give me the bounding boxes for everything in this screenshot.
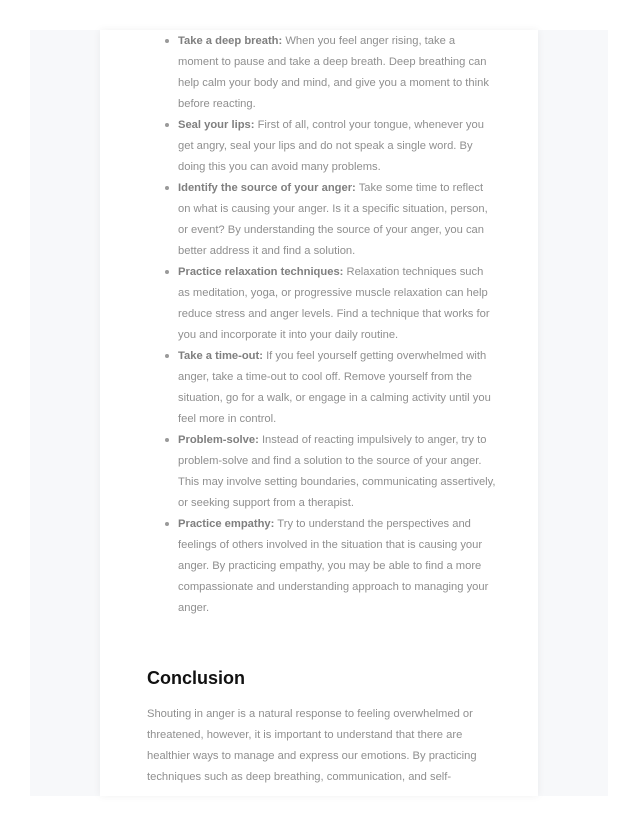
bullet-icon (165, 39, 169, 43)
tip-title: Identify the source of your anger: (178, 182, 356, 194)
tip-text: First of all, control your tongue, whenever you get angry, seal your lips and do not speak a single word. By doing this you can avoid many problems. (178, 119, 484, 173)
bullet-icon (165, 123, 169, 127)
bullet-icon (165, 354, 169, 358)
bullet-icon (165, 270, 169, 274)
bullet-icon (165, 438, 169, 442)
tip-text: When you feel anger rising, take a moment to pause and take a deep breath. Deep breathing can help calm your body and mind, and give you a moment to think before reacting. (178, 35, 489, 110)
list-item (147, 346, 497, 430)
list-item (147, 115, 497, 178)
list-item (147, 514, 497, 619)
conclusion-paragraph: Shouting in anger is a natural response to feeling overwhelmed or threatened, however, it is important to understand that there are healthier ways to manage and express our emotions. By practicing techniques such as deep breathing, communication, and self- (147, 708, 477, 783)
tip-text: Take some time to reflect on what is causing your anger. Is it a specific situation, person, or event? By understanding the source of your anger, you can better address it and find a solution. (178, 182, 488, 257)
document-page (100, 30, 538, 796)
tip-title: Practice empathy: (178, 518, 275, 530)
conclusion-heading: Conclusion (147, 668, 245, 688)
tip-text: Instead of reacting impulsively to anger, try to problem-solve and find a solution to the source of your anger. This may involve setting boundaries, communicating assertively, or seeking support from a therapist. (178, 434, 496, 509)
tip-text: Try to understand the perspectives and feelings of others involved in the situation that is causing your anger. By practicing empathy, you may be able to find a more compassionate and understanding approach to managing your anger. (178, 518, 489, 614)
tip-text: If you feel yourself getting overwhelmed with anger, take a time-out to cool off. Remove yourself from the situation, go for a walk, or engage in a calming activity until you feel more in control. (178, 350, 491, 425)
list-item (147, 430, 497, 514)
bullet-icon (165, 522, 169, 526)
tip-title: Seal your lips: (178, 119, 255, 131)
list-item (147, 31, 497, 115)
tip-title: Practice relaxation techniques: (178, 266, 344, 278)
list-item (147, 178, 497, 262)
tip-title: Take a deep breath: (178, 35, 283, 47)
tips-list (147, 31, 497, 619)
tip-text: Relaxation techniques such as meditation, yoga, or progressive muscle relaxation can help reduce stress and anger levels. Find a technique that works for you and incorporate it into your daily routine. (178, 266, 490, 341)
tip-title: Problem-solve: (178, 434, 259, 446)
list-item (147, 262, 497, 346)
bullet-icon (165, 186, 169, 190)
article-content (147, 31, 497, 783)
tip-title: Take a time-out: (178, 350, 263, 362)
